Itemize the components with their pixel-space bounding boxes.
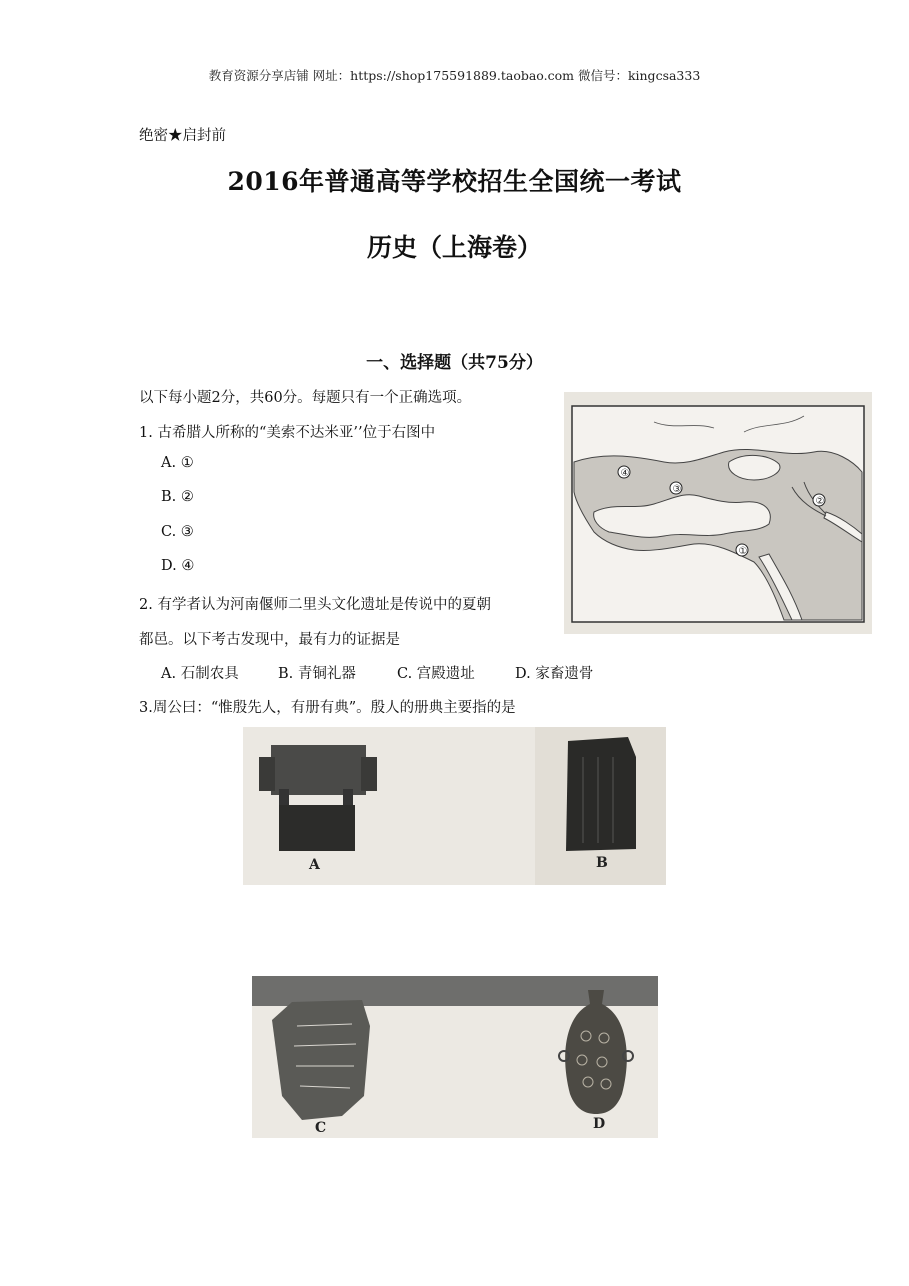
question-1-option-c: C. ③ — [161, 524, 194, 540]
artifact-label-a: A — [309, 857, 320, 873]
question-1-option-d: D. ④ — [161, 558, 195, 574]
secret-mark: 绝密★启封前 — [139, 128, 226, 144]
map-svg — [564, 392, 872, 634]
exam-title: 2016年普通高等学校招生全国统一考试 — [227, 167, 682, 196]
question-2-option-b: B. 青铜礼器 — [278, 666, 356, 682]
map-marker-3: ③ — [672, 484, 682, 495]
map-marker-2: ② — [815, 496, 825, 507]
section-instruction: 以下每小题2分，共60分。每题只有一个正确选项。 — [139, 390, 472, 406]
artifact-image-ab — [243, 727, 666, 885]
question-2-stem-line2: 都邑。以下考古发现中，最有力的证据是 — [139, 632, 400, 648]
question-1-option-b: B. ② — [161, 489, 194, 505]
exam-subtitle: 历史（上海卷） — [366, 233, 542, 262]
question-2-stem-line1: 2. 有学者认为河南偃师二里头文化遗址是传说中的夏朝 — [139, 597, 491, 613]
section-heading: 一、选择题（共75分） — [366, 353, 543, 373]
question-3-stem: 3.周公曰：“惟殷先人，有册有典”。殷人的册典主要指的是 — [139, 700, 516, 716]
artifact-label-d: D — [593, 1116, 606, 1132]
artifact-cd-svg — [252, 976, 658, 1138]
map-marker-1: ① — [738, 546, 748, 557]
artifact-label-c: C — [315, 1120, 327, 1136]
map-marker-4: ④ — [620, 468, 630, 479]
mediterranean-map-figure — [564, 392, 872, 634]
artifact-label-b: B — [596, 855, 608, 871]
artifact-image-cd — [252, 976, 658, 1138]
question-1-option-a: A. ① — [161, 455, 194, 471]
page-header: 教育资源分享店铺 网址：https://shop175591889.taobao.com 微信号：kingcsa333 — [208, 68, 701, 83]
question-1-stem: 1. 古希腊人所称的“美索不达米亚’’位于右图中 — [139, 425, 436, 441]
question-2-option-c: C. 宫殿遗址 — [397, 666, 475, 682]
question-2-option-a: A. 石制农具 — [161, 666, 239, 682]
question-2-option-d: D. 家畜遗骨 — [515, 666, 594, 682]
